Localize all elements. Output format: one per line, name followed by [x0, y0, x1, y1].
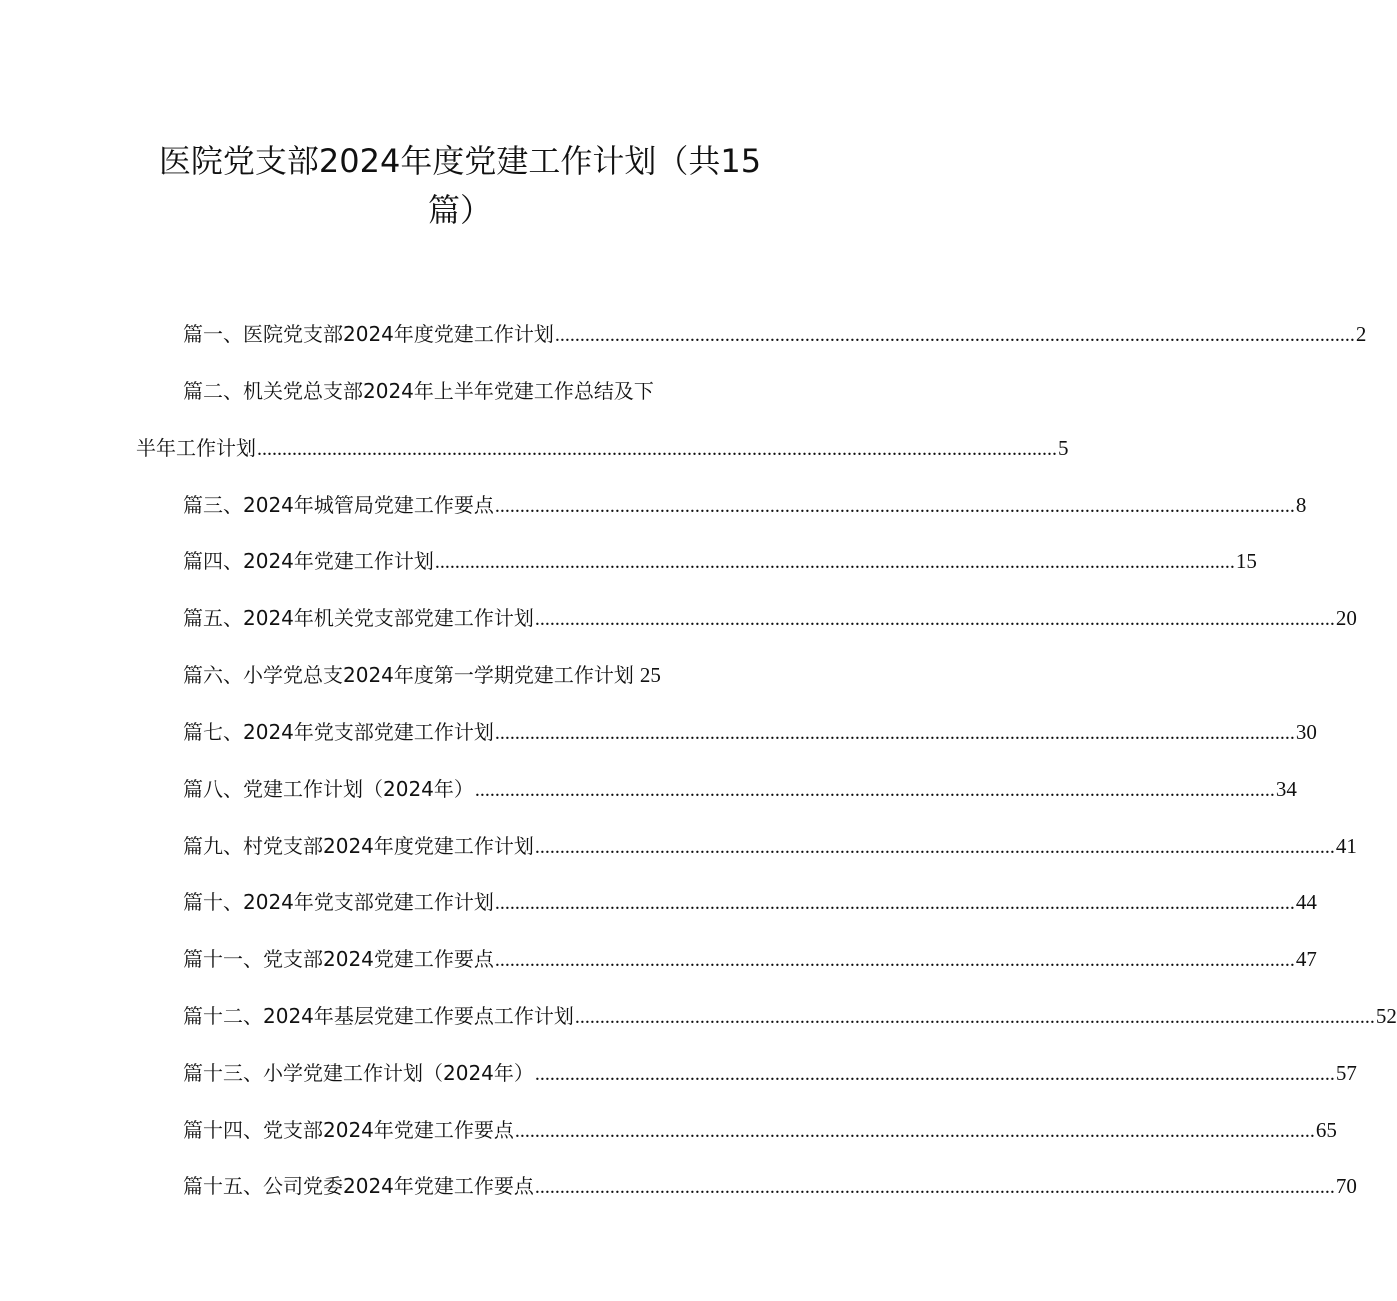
toc-page-number: 2: [1355, 322, 1367, 346]
toc-page-number: 20: [1335, 606, 1357, 630]
toc-entry-10[interactable]: [183, 888, 1317, 917]
toc-page-number: 52: [1375, 1004, 1397, 1028]
document-title-line-1: 医院党支部2024年度党建工作计划（共15: [158, 142, 762, 180]
toc-entry-title: 篇十二、2024年基层党建工作要点工作计划: [183, 1004, 574, 1028]
toc-entry-6[interactable]: [183, 661, 661, 689]
toc-entry-title: 篇四、2024年党建工作计划: [183, 549, 434, 573]
toc-entry-title: 篇一、医院党支部2024年度党建工作计划: [183, 322, 554, 346]
toc-entry-title: 篇八、党建工作计划（2024年）: [183, 777, 474, 801]
toc-entry-4[interactable]: [183, 547, 1257, 576]
toc-page-number: 57: [1335, 1061, 1357, 1085]
toc-page-number: 41: [1335, 834, 1357, 858]
toc-entry-14[interactable]: [183, 1116, 1337, 1145]
toc-entry-title: 篇七、2024年党支部党建工作计划: [183, 720, 494, 744]
toc-entry-9[interactable]: [183, 832, 1357, 861]
toc-page-number: 15: [1235, 549, 1257, 573]
toc-leader-dots: ................................................................................................................................................................: [554, 324, 1355, 346]
toc-leader-dots: ................................................................................................................................................................: [257, 438, 1057, 460]
toc-entry-title: 篇二、机关党总支部2024年上半年党建工作总结及下: [183, 379, 654, 403]
toc-page-number: 30: [1295, 720, 1317, 744]
toc-entry-title: 篇十一、党支部2024党建工作要点: [183, 947, 494, 971]
toc-leader-dots: ................................................................................................................................................................: [434, 551, 1235, 573]
toc-entry-8[interactable]: [183, 775, 1297, 804]
toc-page-number: 70: [1335, 1174, 1357, 1198]
toc-page-number: 44: [1295, 890, 1317, 914]
toc-leader-dots: ................................................................................................................................................................: [514, 1120, 1315, 1142]
toc-leader-dots: ................................................................................................................................................................: [534, 608, 1335, 630]
toc-entry-title: 篇十、2024年党支部党建工作计划: [183, 890, 494, 914]
toc-leader-dots: ................................................................................................................................................................: [494, 495, 1295, 517]
toc-entry-5[interactable]: [183, 604, 1357, 633]
toc-entry-7[interactable]: [183, 718, 1317, 747]
toc-page-number: 5: [1058, 436, 1069, 460]
toc-leader-dots: ................................................................................................................................................................: [494, 892, 1295, 914]
toc-leader-dots: ................................................................................................................................................................: [534, 1176, 1335, 1198]
toc-page-number: 8: [1295, 493, 1307, 517]
toc-entry-1[interactable]: [183, 320, 1367, 349]
toc-leader-dots: ................................................................................................................................................................: [534, 1063, 1335, 1085]
toc-entry-title: 篇三、2024年城管局党建工作要点: [183, 493, 494, 517]
toc-entry-3[interactable]: [183, 491, 1307, 520]
toc-entry-15[interactable]: [183, 1172, 1357, 1201]
toc-entry-title-continuation: 半年工作计划: [136, 436, 256, 460]
toc-leader-dots: ................................................................................................................................................................: [494, 722, 1295, 744]
toc-entry-title: 篇六、小学党总支2024年度第一学期党建工作计划: [183, 663, 634, 687]
toc-entry-title: 篇五、2024年机关党支部党建工作计划: [183, 606, 534, 630]
toc-entry-11[interactable]: [183, 945, 1317, 974]
toc-page-number: 65: [1315, 1118, 1337, 1142]
toc-entry-title: 篇十四、党支部2024年党建工作要点: [183, 1118, 514, 1142]
toc-page-number: 34: [1275, 777, 1297, 801]
toc-entry-title: 篇十三、小学党建工作计划（2024年）: [183, 1061, 534, 1085]
toc-page-number: 25: [639, 663, 661, 687]
toc-entry-title: 篇九、村党支部2024年度党建工作计划: [183, 834, 534, 858]
toc-entry-12[interactable]: [183, 1002, 1397, 1031]
toc-leader-dots: ................................................................................................................................................................: [534, 836, 1335, 858]
document-title-line-2: 篇）: [427, 191, 492, 229]
toc-entry-2[interactable]: [183, 377, 654, 405]
toc-page-number: 47: [1295, 947, 1317, 971]
toc-entry-13[interactable]: [183, 1059, 1357, 1088]
toc-leader-dots: ................................................................................................................................................................: [474, 779, 1275, 801]
toc-leader-dots: ................................................................................................................................................................: [494, 949, 1295, 971]
toc-entry-2-continuation[interactable]: [136, 434, 1069, 463]
toc-entry-title: 篇十五、公司党委2024年党建工作要点: [183, 1174, 534, 1198]
toc-leader-dots: ................................................................................................................................................................: [574, 1006, 1375, 1028]
